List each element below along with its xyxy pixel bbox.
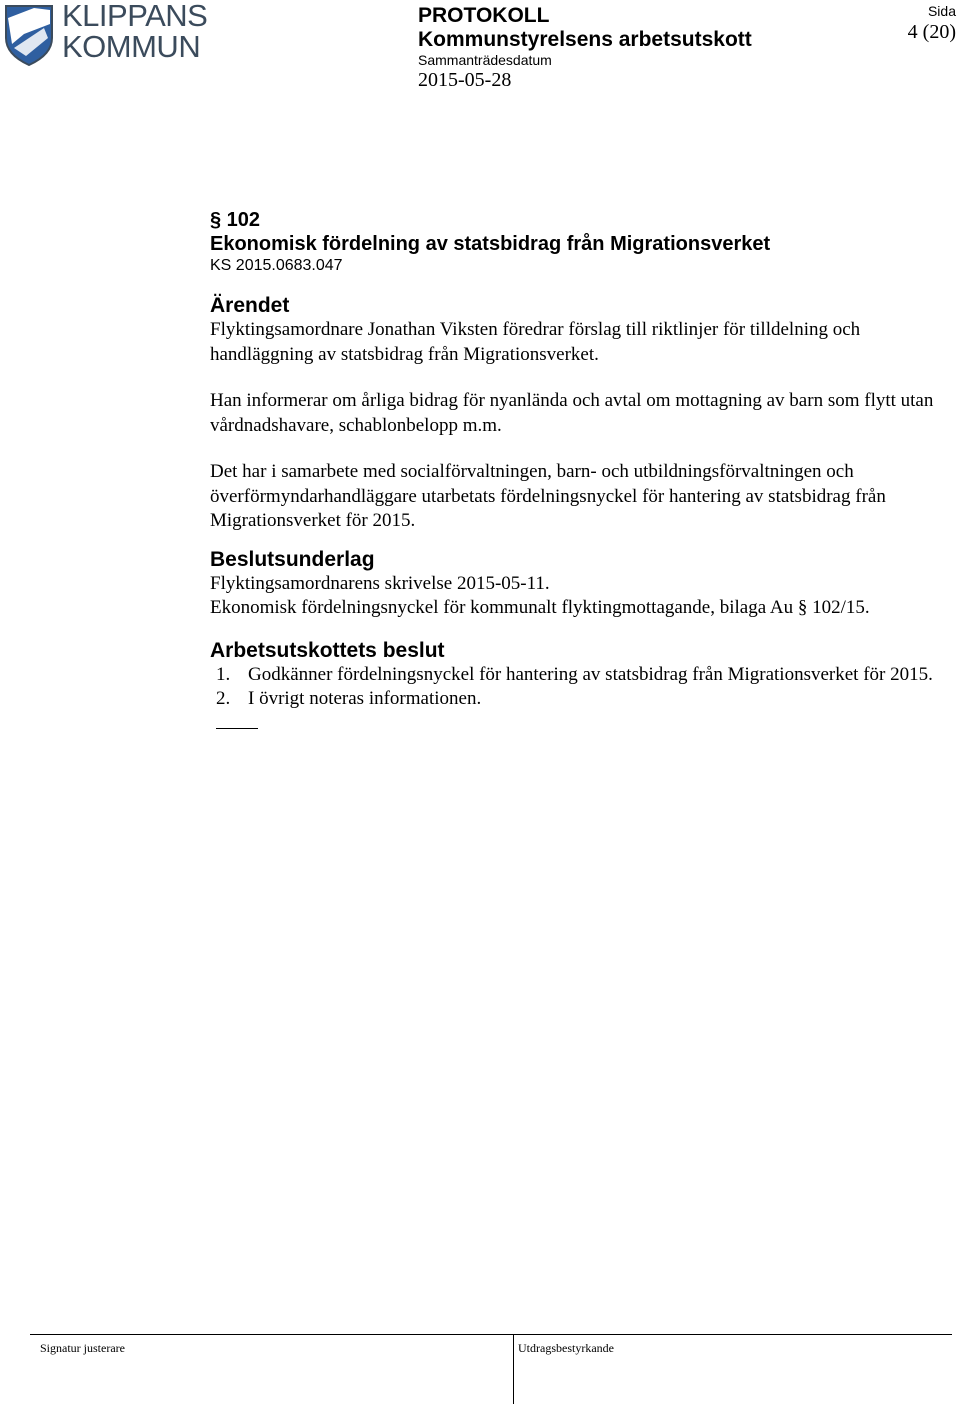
- decision-text: I övrigt noteras informationen.: [248, 688, 482, 709]
- case-reference: KS 2015.0683.047: [210, 257, 343, 274]
- page-number: 4 (20): [907, 21, 956, 43]
- section-end-rule: [216, 728, 258, 729]
- excerpt-certification-label: Utdragsbestyrkande: [518, 1341, 614, 1355]
- logo-line-1: KLIPPANS: [62, 0, 208, 33]
- decision-text: Godkänner fördelningsnyckel för hantering av statsbidrag från Migrationsverket för 2015.: [248, 663, 933, 685]
- meeting-date: 2015-05-28: [418, 69, 512, 91]
- decision-item: [210, 687, 945, 712]
- logo-wordmark: [62, 0, 207, 62]
- signature-label: Signatur justerare: [40, 1341, 125, 1355]
- decision-number: 1.: [216, 663, 231, 685]
- municipality-logo: [4, 0, 218, 68]
- arendet-paragraph-3: Det har i samarbete med socialförvaltningen, barn- och utbildningsförvaltningen och överförmyndarhandläggare utarbetats fördelningsnyckel för hantering av statsbidrag från Migrationsverket för 2015.: [210, 461, 886, 531]
- beslutsunderlag-item-1: Flyktingsamordnarens skrivelse 2015-05-11.: [210, 572, 550, 594]
- section-heading-arendet: Ärendet: [210, 294, 290, 317]
- decision-list: [210, 663, 945, 712]
- section-heading-beslutsunderlag: Beslutsunderlag: [210, 547, 375, 571]
- protocol-content: [210, 208, 945, 729]
- paragraph-number: § 102: [210, 209, 261, 231]
- decision-item: [210, 663, 945, 688]
- logo-line-2: KOMMUN: [62, 29, 201, 64]
- meeting-date-label: Sammanträdesdatum: [418, 52, 552, 68]
- page-label: Sida: [927, 3, 956, 19]
- shield-logo-icon: [4, 4, 54, 66]
- beslutsunderlag-item-2: Ekonomisk fördelningsnyckel för kommunalt flyktingmottagande, bilaga Au § 102/15.: [210, 597, 870, 618]
- decision-number: 2.: [216, 688, 231, 709]
- section-heading-beslut: Arbetsutskottets beslut: [210, 638, 445, 662]
- committee-name: Kommunstyrelsens arbetsutskott: [418, 28, 752, 51]
- document-type: PROTOKOLL: [418, 4, 550, 27]
- arendet-paragraph-1: Flyktingsamordnare Jonathan Viksten föredrar förslag till riktlinjer för tilldelning och handläggning av statsbidrag från Migrationsverket.: [210, 319, 861, 365]
- footer-rule: [30, 1334, 952, 1335]
- arendet-paragraph-2: Han informerar om årliga bidrag för nyanlända och avtal om mottagning av barn som flytt utan vårdnadshavare, schablonbelopp m.m.: [210, 390, 934, 436]
- footer-divider: [513, 1334, 514, 1404]
- matter-title: Ekonomisk fördelning av statsbidrag från Migrationsverket: [210, 233, 771, 255]
